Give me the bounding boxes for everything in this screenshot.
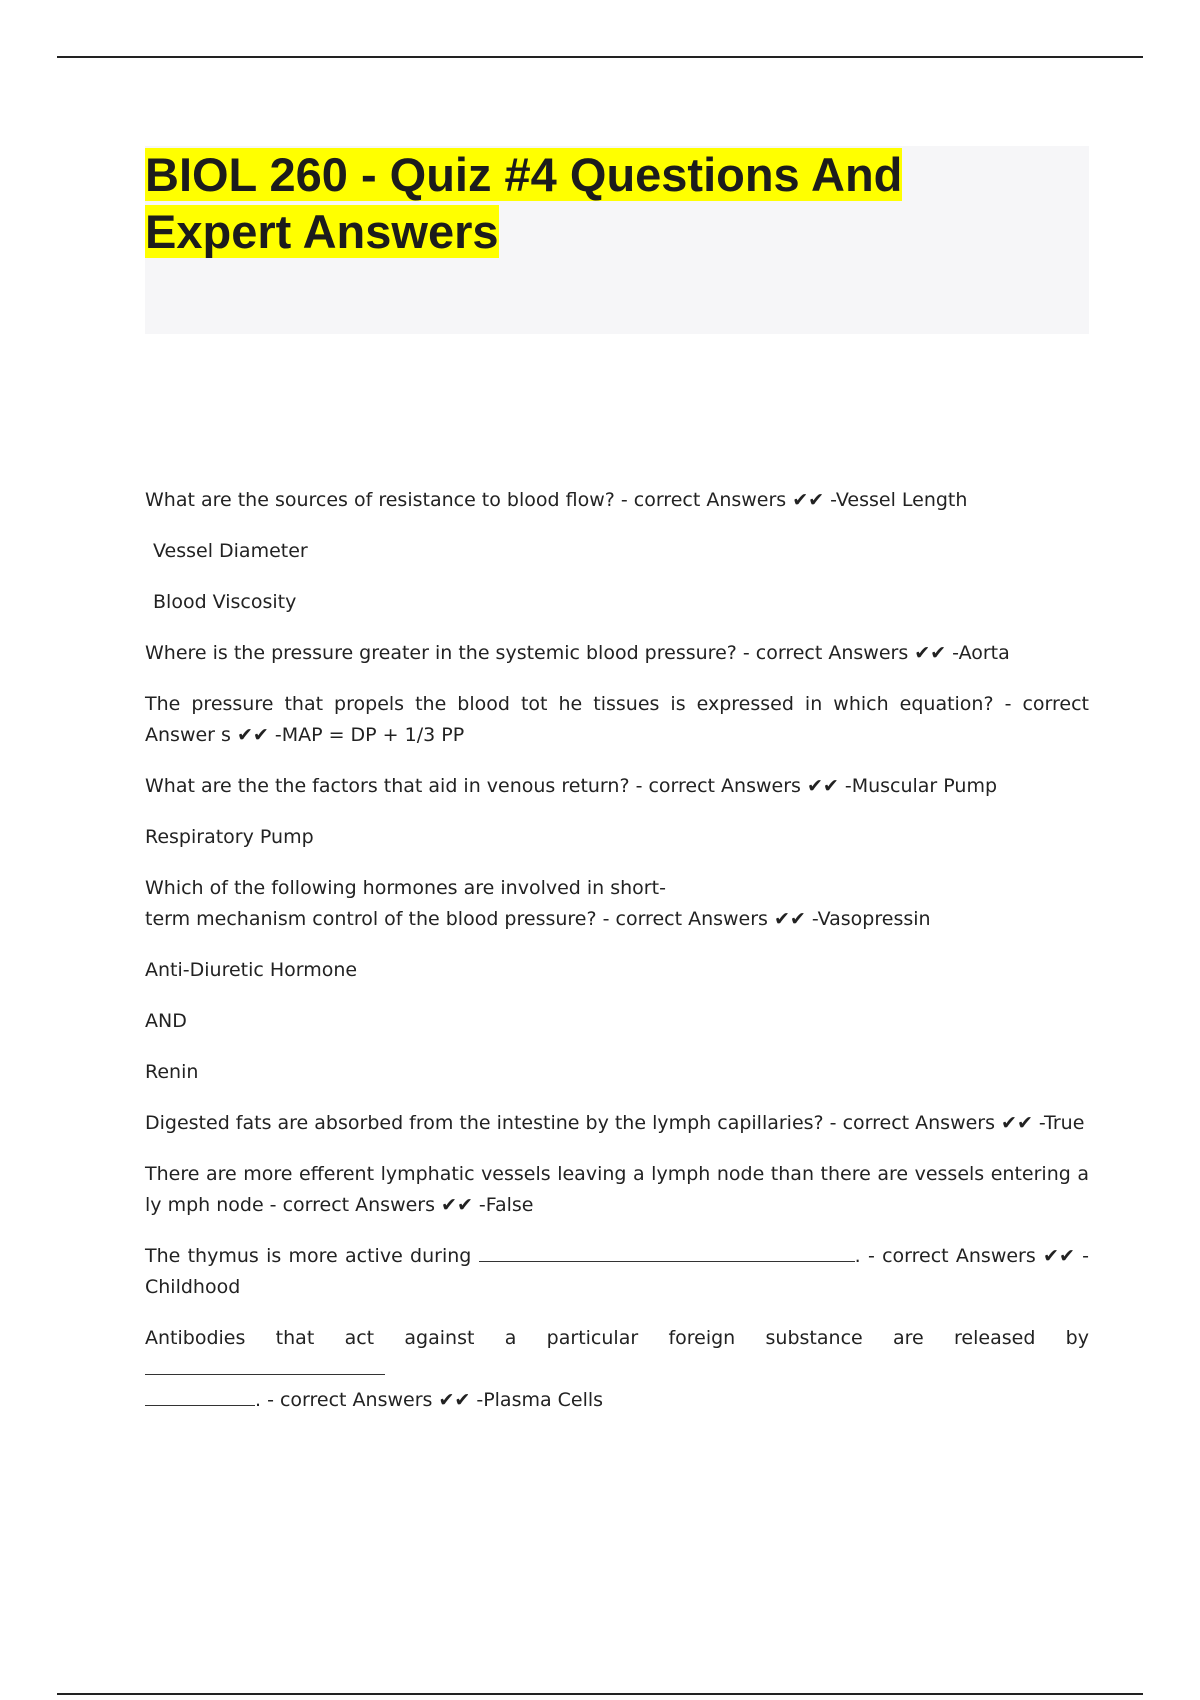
qa-question-text: Antibodies that act against a particular foreign substance are released by xyxy=(145,1327,1089,1349)
fill-in-blank xyxy=(145,1354,385,1375)
qa-answer-line: Vessel Diameter xyxy=(153,540,308,562)
qa-item: The pressure that propels the blood tot he tissues is expressed in which equation? - correct Answer s ✔✔ -MAP = DP + 1/3 PP xyxy=(145,693,1089,746)
qa-item: What are the the factors that aid in venous return? - correct Answers ✔✔ -Muscular Pump xyxy=(145,775,998,797)
qa-item: What are the sources of resistance to blood flow? - correct Answers ✔✔ -Vessel Length xyxy=(145,489,968,511)
qa-item-line: Which of the following hormones are involved in short- xyxy=(145,877,666,899)
fill-in-blank xyxy=(145,1385,255,1406)
qa-answer-line: Respiratory Pump xyxy=(145,826,314,848)
qa-item xyxy=(145,1323,1089,1416)
title-box xyxy=(145,146,1089,334)
qa-item-line: term mechanism control of the blood pressure? - correct Answers ✔✔ -Vasopressin xyxy=(145,908,931,930)
qa-item xyxy=(145,1241,1089,1303)
fill-in-blank xyxy=(479,1241,855,1262)
qa-answer-line: Renin xyxy=(145,1061,199,1083)
qa-item: There are more efferent lymphatic vessels leaving a lymph node than there are vessels entering a ly mph node - correct Answers ✔✔ -False xyxy=(145,1163,1089,1216)
qa-answer-line: AND xyxy=(145,1010,187,1032)
qa-content xyxy=(145,485,1089,1436)
top-rule xyxy=(57,56,1143,58)
qa-answer-line: Blood Viscosity xyxy=(153,591,297,613)
qa-answer-line: Anti-Diuretic Hormone xyxy=(145,959,358,981)
qa-item xyxy=(145,873,1089,935)
qa-question-text: The thymus is more active during xyxy=(145,1245,479,1267)
document-title-highlight: BIOL 260 - Quiz #4 Questions And Expert Answers xyxy=(145,148,903,258)
qa-answer-text: . - correct Answers ✔✔ - Childhood xyxy=(145,1245,1089,1298)
qa-item: Where is the pressure greater in the systemic blood pressure? - correct Answers ✔✔ -Aorta xyxy=(145,642,1010,664)
document-title xyxy=(145,146,1005,260)
qa-answer-text: . - correct Answers ✔✔ -Plasma Cells xyxy=(255,1389,604,1411)
qa-item: Digested fats are absorbed from the intestine by the lymph capillaries? - correct Answers ✔✔ -True xyxy=(145,1112,1085,1134)
bottom-rule xyxy=(57,1693,1143,1695)
